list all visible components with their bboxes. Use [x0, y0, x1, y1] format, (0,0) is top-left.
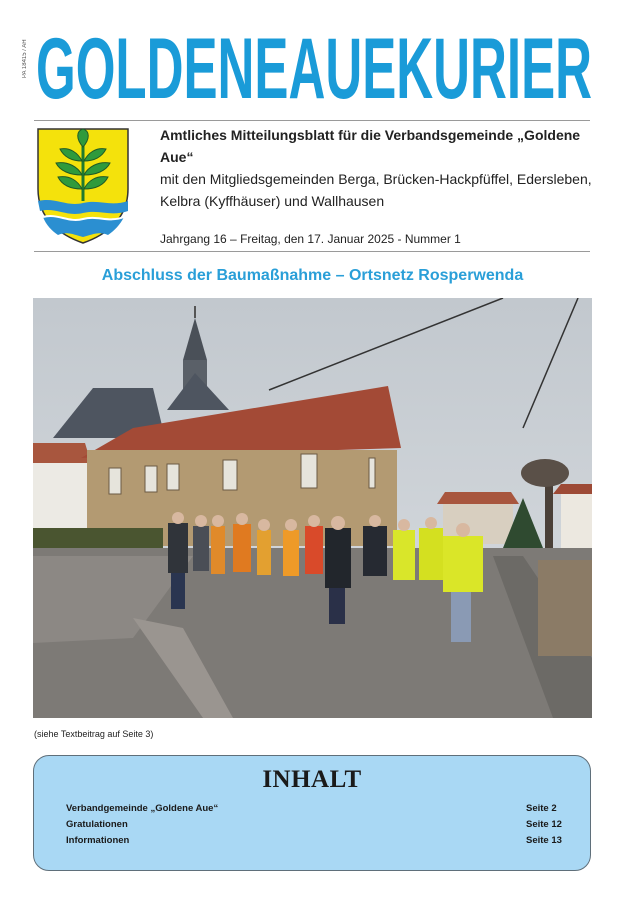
- edition-info: Jahrgang 16 – Freitag, den 17. Januar 2025 - Nummer 1: [160, 232, 461, 246]
- toc-item-label: Gratulationen: [66, 819, 128, 830]
- toc-item-label: Verbandgemeinde „Goldene Aue“: [66, 803, 219, 814]
- toc-title: INHALT: [262, 766, 362, 793]
- toc-item-label: Informationen: [66, 835, 130, 846]
- coat-of-arms-icon: [36, 127, 130, 245]
- photo-caption: (siehe Textbeitrag auf Seite 3): [34, 729, 154, 739]
- subtitle-block: [160, 124, 600, 212]
- subtitle-line-1: Amtliches Mitteilungsblatt für die Verbandsgemeinde „Goldene Aue“: [160, 127, 581, 165]
- postal-code-label: PA 18415 / AH: [22, 39, 28, 78]
- toc-item[interactable]: [66, 803, 566, 819]
- subtitle-line-3: Kelbra (Kyffhäuser) und Wallhausen: [160, 193, 385, 209]
- toc-item-page: Seite 2: [526, 803, 557, 814]
- table-of-contents: [33, 755, 591, 871]
- toc-item[interactable]: [66, 835, 566, 851]
- top-rule: [34, 120, 590, 121]
- subtitle-line-2: mit den Mitgliedsgemeinden Berga, Brücken-Hackpfüffel, Edersleben,: [160, 171, 592, 187]
- toc-item-page: Seite 13: [526, 835, 562, 846]
- lead-headline: Abschluss der Baumaßnahme – Ortsnetz Rosperwenda: [101, 267, 524, 284]
- masthead-title: GOLDENEAUEKURIER: [36, 21, 592, 112]
- toc-item-page: Seite 12: [526, 819, 562, 830]
- header-bottom-rule: [34, 251, 590, 252]
- lead-photo: [33, 298, 592, 718]
- toc-item[interactable]: [66, 819, 566, 835]
- masthead: [36, 16, 596, 112]
